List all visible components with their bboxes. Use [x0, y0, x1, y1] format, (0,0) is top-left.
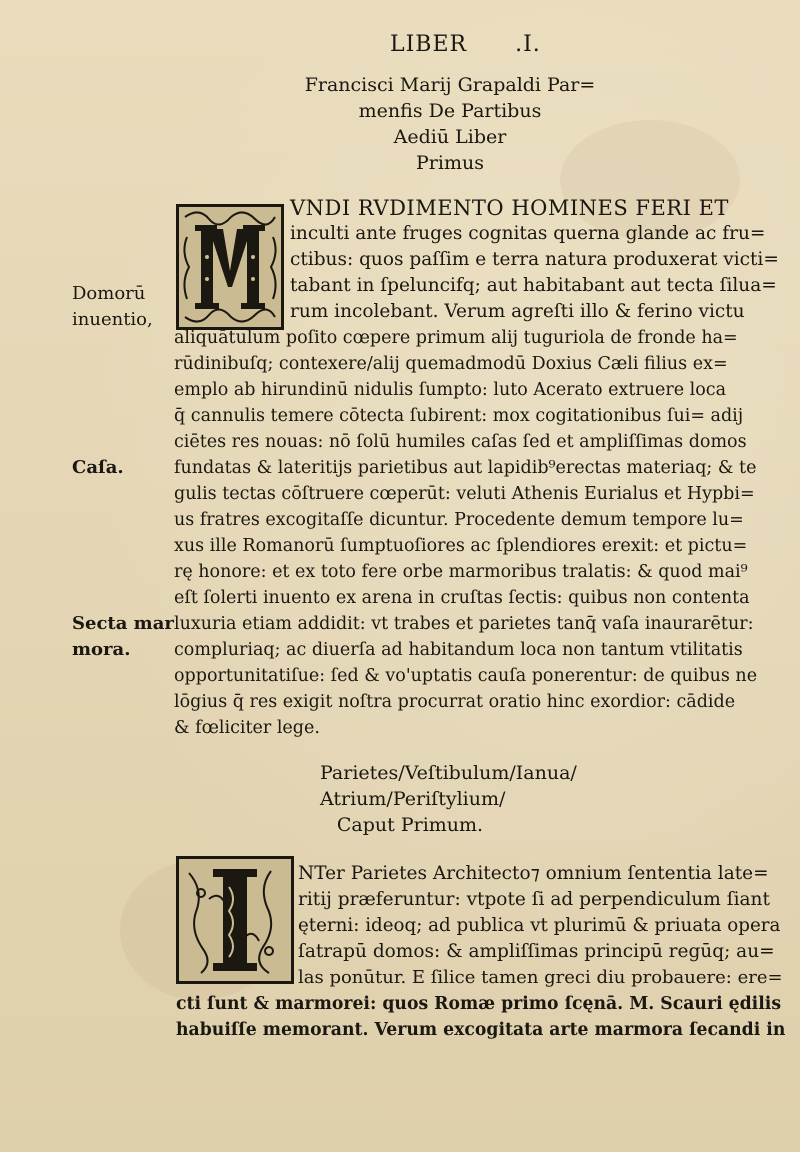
text-line: aliquātulum poſito cœpere primum alij tuguriola de fronde ha=	[174, 328, 738, 348]
text-line: & fœliciter lege.	[174, 718, 320, 738]
initial-m-ornament	[179, 207, 281, 327]
header-number: .I.	[515, 32, 541, 57]
text-line: eſt ſolerti inuento ex arena in cruſtas ſectis: quibus non contenta	[174, 588, 750, 608]
text-line: ciētes res nouas: nō ſolū humiles caſas ſed et ampliſſimas domos	[174, 432, 747, 452]
text-line: compluriaq; ac diuerſa ad habitandum loca non tantum vtilitatis	[174, 640, 743, 660]
marginal-note: Caſa.	[72, 457, 124, 478]
text-line: cti ſunt & marmorei: quos Romæ primo ſcęnā. M. Scauri ędilis	[176, 994, 782, 1014]
header-book: LIBER	[390, 32, 468, 57]
text-line: habuiſſe memorant. Verum excogitata arte marmora ſecandi in	[176, 1020, 786, 1040]
text-line: rum incolebant. Verum agreſti illo & ferino victu	[290, 301, 745, 322]
text-line: q̄ cannulis temere cōtecta ſubirent: mox cogitationibus ſui= adij	[174, 406, 744, 426]
title-line: Aediū Liber	[393, 126, 507, 148]
text-line: ſatrapū domos: & ampliſſimas principū regūq; au=	[298, 941, 775, 962]
initial-i-ornament	[179, 859, 291, 981]
text-line: opportunitatiſue: ſed & vo'uptatis cauſa ponerentur: de quibus ne	[174, 666, 758, 686]
text-line: rę honore: et ex toto fere orbe marmoribus tralatis: & quod mai⁹	[174, 562, 748, 582]
marginal-note: inuentio,	[72, 309, 153, 330]
decorated-initial-i	[176, 856, 294, 984]
text-line: las ponūtur. E ſilice tamen greci diu probauere: ere=	[298, 967, 783, 988]
text-line: VNDI RVDIMENTO HOMINES FERI ET	[290, 196, 729, 220]
text-line: NTer Parietes Architecto⁊ omnium ſententia late=	[298, 863, 769, 884]
text-line: xus ille Romanorū ſumptuoſiores ac ſplendiores erexit: et pictu=	[174, 536, 748, 556]
title-line: Francisci Marij Grapaldi Par=	[304, 74, 596, 96]
text-line: ritij præferuntur: vtpote ſi ad perpendiculum ſiant	[298, 889, 770, 910]
text-line: ęterni: ideoq; ad publica vt plurimū & priuata opera	[298, 915, 781, 936]
text-line: luxuria etiam addidit: vt trabes et parietes tanq̄ vaſa inaurarētur:	[174, 614, 754, 634]
text-line: ctibus: quos paſſim e terra natura produxerat victi=	[290, 249, 779, 270]
title-line: Primus	[416, 152, 484, 174]
decorated-initial-m	[176, 204, 284, 330]
text-line: lōgius q̄ res exigit noſtra procurrat oratio hinc exordior: cādide	[174, 692, 736, 712]
text-line: gulis tectas cōſtruere cœperūt: veluti Athenis Eurialus et Hypbi=	[174, 484, 755, 504]
book-title	[290, 72, 610, 176]
title-line: menfis De Partibus	[358, 100, 542, 122]
chapter-heading-line: Caput Primum.	[336, 814, 484, 836]
chapter-heading-line: Atrium/Periſtylium/	[320, 788, 506, 810]
text-line: fundatas & lateritijs parietibus aut lapidib⁹erectas materiaq; & te	[174, 458, 757, 478]
text-line: us fratres excogitaſſe dicuntur. Procedente demum tempore lu=	[174, 510, 744, 530]
text-line: tabant in ſpeluncifq; aut habitabant aut tecta ſilua=	[290, 275, 777, 296]
marginal-note: mora.	[72, 639, 131, 660]
running-header	[390, 32, 541, 57]
marginal-note: Domorū	[72, 283, 146, 304]
text-line: inculti ante fruges cognitas querna glande ac fru=	[290, 223, 766, 244]
text-line: rūdinibuſq; contexere/alij quemadmodū Doxius Cæli filius ex=	[174, 354, 728, 374]
chapter-heading	[320, 760, 577, 838]
text-line: emplo ab hirundinū nidulis ſumpto: luto Acerato extruere loca	[174, 380, 727, 400]
marginal-note: Secta mar	[72, 613, 174, 634]
chapter-heading-line: Parietes/Veſtibulum/Ianua/	[320, 762, 577, 784]
